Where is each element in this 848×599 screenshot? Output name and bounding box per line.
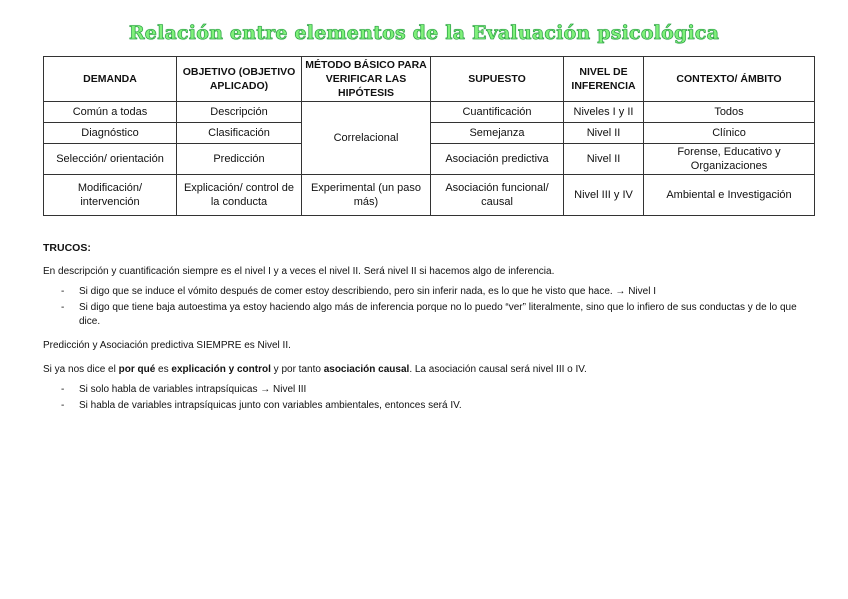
text-run: y por tanto (270, 364, 324, 375)
cell-objetivo: Clasificación (177, 123, 302, 144)
text-run: Si ya nos dice el (43, 364, 119, 375)
tricks-section (43, 241, 813, 423)
text-bold: explicación y control (171, 364, 271, 375)
table-header-row (44, 57, 815, 102)
list-item (43, 301, 813, 329)
list-dash: - (61, 286, 65, 297)
cell-contexto: Forense, Educativo y Organizaciones (644, 144, 815, 175)
list-item (43, 383, 813, 397)
table-row (44, 175, 815, 216)
header-contexto: CONTEXTO/ ÁMBITO (644, 57, 815, 102)
list-item-text: Si digo que se induce el vómito después de comer estoy describiendo, pero sin inferir nada, es lo que he visto que hace. → Nivel I (79, 286, 656, 297)
header-nivel: NIVEL DE INFERENCIA (564, 57, 644, 102)
header-supuesto: SUPUESTO (431, 57, 564, 102)
cell-nivel: Nivel II (564, 144, 644, 175)
text-run: es (155, 364, 172, 375)
cell-supuesto: Semejanza (431, 123, 564, 144)
cell-demanda: Común a todas (44, 102, 177, 123)
header-metodo: MÉTODO BÁSICO PARA VERIFICAR LAS HIPÓTESIS (302, 57, 431, 102)
header-demanda: DEMANDA (44, 57, 177, 102)
list-item-text: Si digo que tiene baja autoestima ya estoy haciendo algo más de inferencia porque no lo puedo “ver” literalmente, sino que lo infiero de sus conductas y de lo que dice. (79, 302, 797, 327)
page-title: Relación entre elementos de la Evaluación psicológica (128, 22, 720, 44)
list-dash: - (61, 384, 65, 395)
cell-nivel: Nivel II (564, 123, 644, 144)
cell-objetivo: Predicción (177, 144, 302, 175)
tricks-heading: TRUCOS: (43, 242, 91, 254)
list-item-text: Si habla de variables intrapsíquicas junto con variables ambientales, entonces será IV. (79, 400, 462, 411)
cell-supuesto: Asociación predictiva (431, 144, 564, 175)
cell-metodo-merged: Correlacional (302, 102, 431, 175)
cell-demanda: Selección/ orientación (44, 144, 177, 175)
header-objetivo: OBJETIVO (OBJETIVO APLICADO) (177, 57, 302, 102)
list-item (43, 285, 813, 299)
list-item (43, 399, 813, 413)
table-row (44, 102, 815, 123)
cell-contexto: Ambiental e Investigación (644, 175, 815, 216)
cell-demanda: Diagnóstico (44, 123, 177, 144)
cell-supuesto: Asociación funcional/ causal (431, 175, 564, 216)
cell-nivel: Nivel III y IV (564, 175, 644, 216)
tricks-paragraph-causal (43, 363, 813, 377)
tricks-paragraph: Predicción y Asociación predictiva SIEMPRE es Nivel II. (43, 340, 291, 351)
list-dash: - (61, 302, 65, 313)
list-dash: - (61, 400, 65, 411)
text-bold: por qué (118, 364, 156, 375)
cell-objetivo: Descripción (177, 102, 302, 123)
cell-contexto: Todos (644, 102, 815, 123)
cell-metodo: Experimental (un paso más) (302, 175, 431, 216)
cell-nivel: Niveles I y II (564, 102, 644, 123)
evaluation-table (43, 56, 815, 216)
tricks-list (43, 383, 813, 413)
text-run: . La asociación causal será nivel III o IV. (409, 364, 587, 375)
tricks-list (43, 285, 813, 329)
tricks-paragraph: En descripción y cuantificación siempre es el nivel I y a veces el nivel II. Será nivel II si hacemos algo de inferencia. (43, 266, 555, 277)
cell-objetivo: Explicación/ control de la conducta (177, 175, 302, 216)
cell-supuesto: Cuantificación (431, 102, 564, 123)
cell-demanda: Modificación/ intervención (44, 175, 177, 216)
cell-contexto: Clínico (644, 123, 815, 144)
text-bold: asociación causal (323, 364, 410, 375)
list-item-text: Si solo habla de variables intrapsíquicas → Nivel III (79, 384, 307, 395)
